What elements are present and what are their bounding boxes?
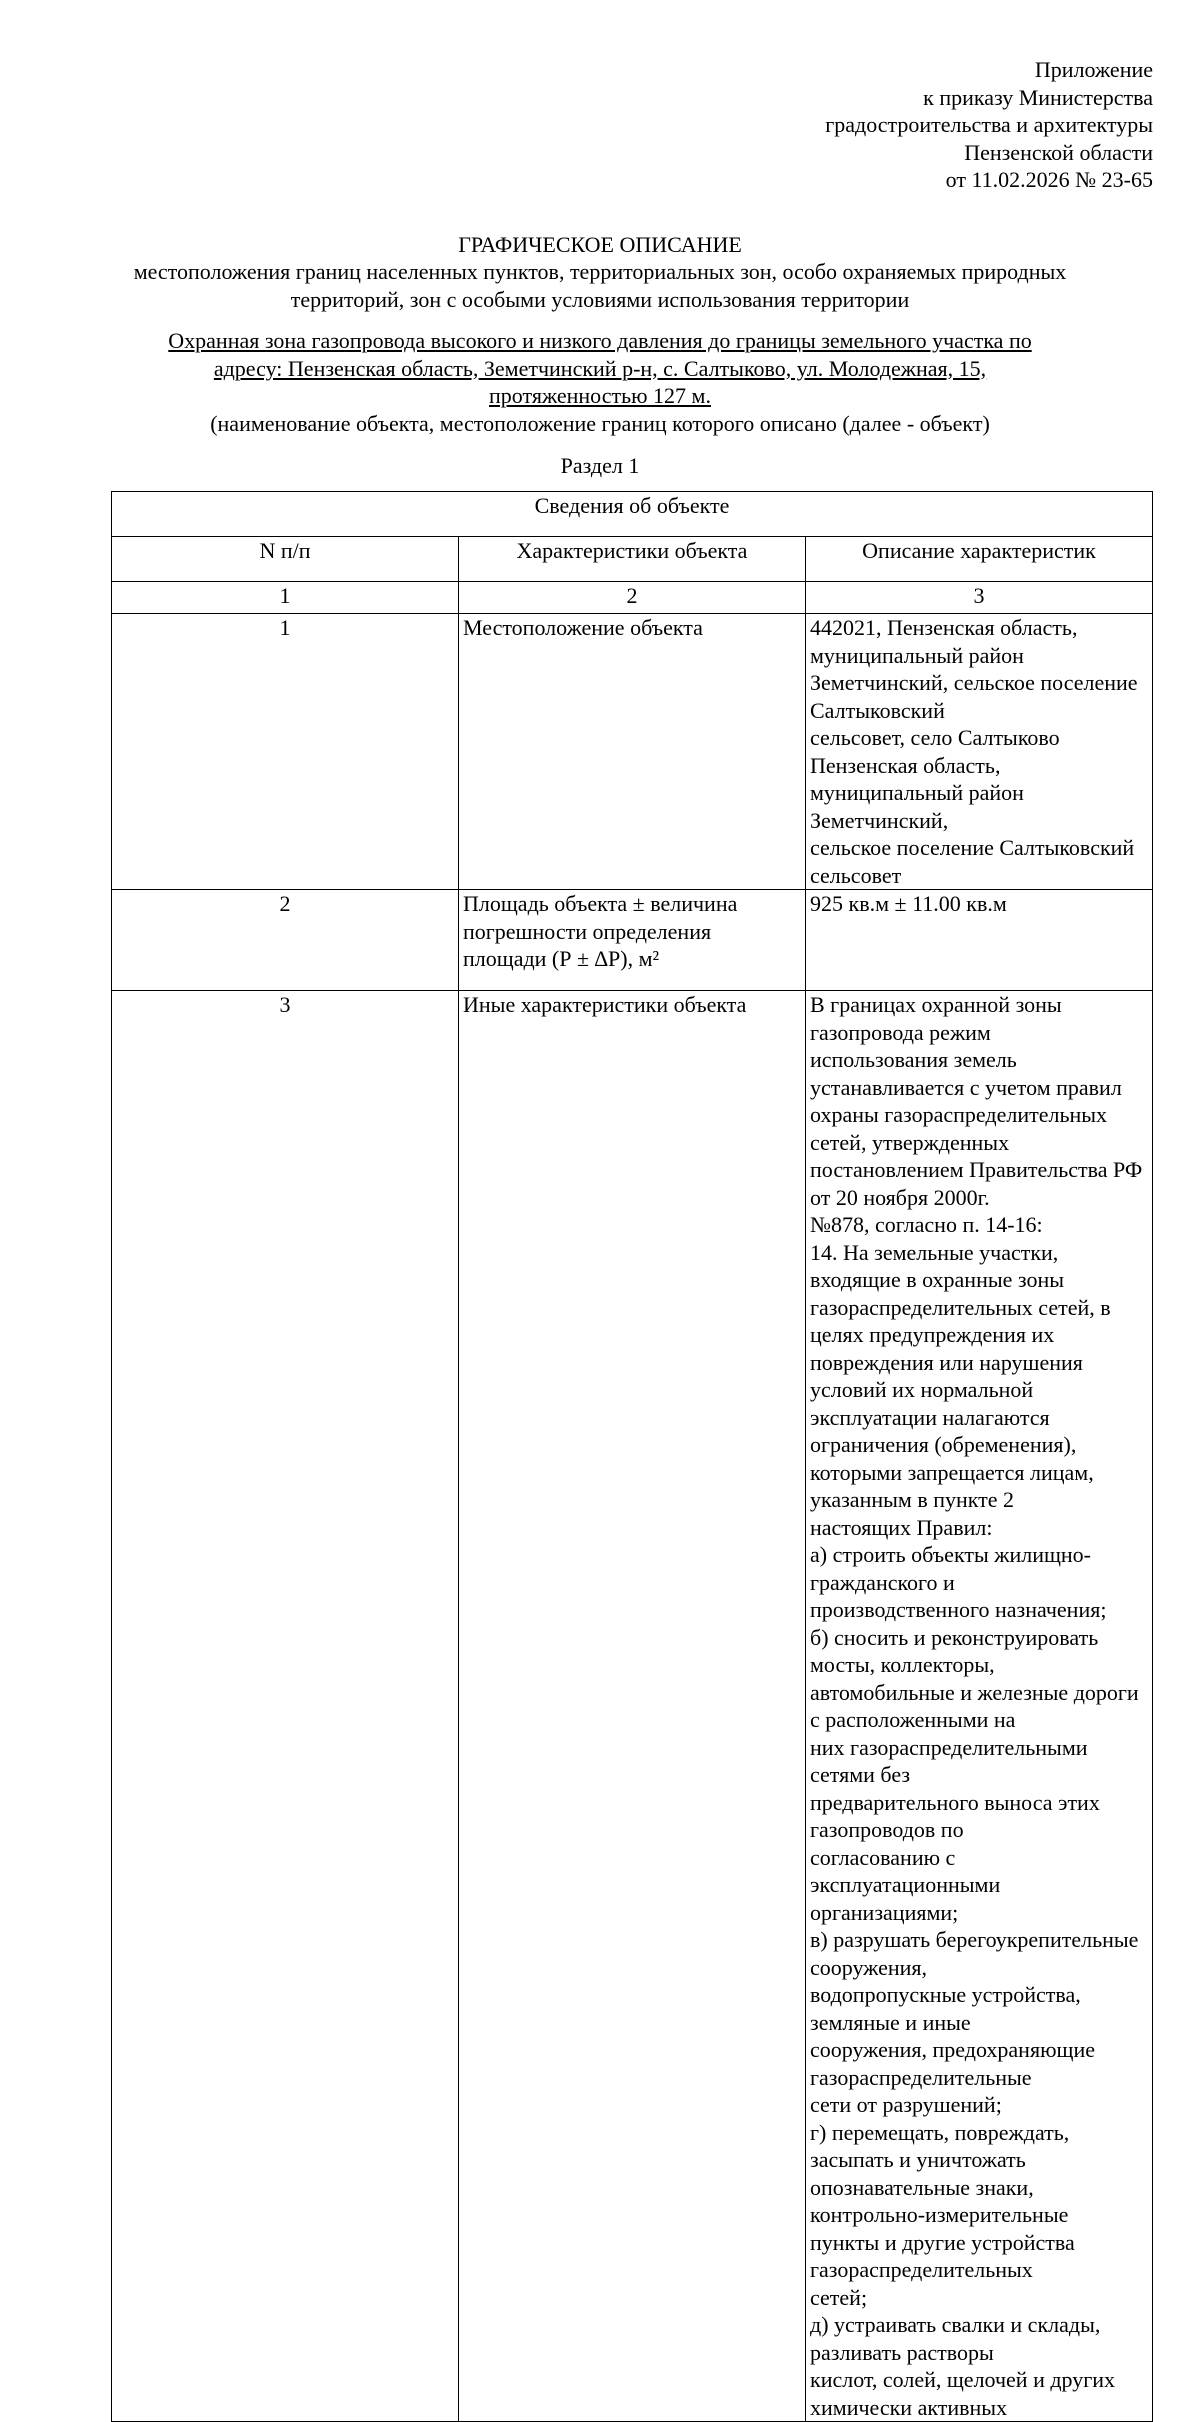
description-line: повреждения или нарушения условий их нормальной <box>810 1349 1083 1402</box>
object-name-line: протяженностью 127 м. <box>489 383 711 408</box>
row-description: 925 кв.м ± 11.00 кв.м <box>806 890 1153 991</box>
description-line: сетей; <box>810 2284 868 2310</box>
document-title: ГРАФИЧЕСКОЕ ОПИСАНИЕ <box>458 232 742 257</box>
description-line: водопропускные устройства, земляные и иные <box>810 1982 1081 2035</box>
description-line: производственного назначения; <box>810 1597 1107 1622</box>
description-line: которыми запрещается лицам, указанным в пункте 2 <box>810 1459 1094 1512</box>
column-number: 1 <box>112 582 459 614</box>
row-characteristic: Иные характеристики объекта <box>459 991 806 2422</box>
object-info-table <box>111 491 1153 2422</box>
description-line: эксплуатации налагаются ограничения (обременения), <box>810 1404 1077 1457</box>
description-line: автомобильные и железные дороги с расположенными на <box>810 1679 1139 1732</box>
column-number-row <box>112 582 1153 614</box>
column-number: 3 <box>806 582 1153 614</box>
header-description: Описание характеристик <box>806 537 1153 582</box>
characteristic-line: площади (Р ± ∆Р), м² <box>463 946 660 971</box>
row-characteristic <box>459 890 806 991</box>
table-row <box>112 614 1153 890</box>
description-line: Земетчинский, сельское поселение Салтыковский <box>810 670 1138 723</box>
row-characteristic: Местоположение объекта <box>459 614 806 890</box>
appendix-line: Приложение <box>1034 57 1153 82</box>
description-line: кислот, солей, щелочей и других химически активных <box>810 2367 1116 2420</box>
appendix-line: градостроительства и архитектуры <box>825 112 1153 137</box>
object-name-line: Охранная зона газопровода высокого и низкого давления до границы земельного участка по <box>168 328 1032 353</box>
row-number: 3 <box>112 991 459 2422</box>
description-line: б) сносить и реконструировать мосты, коллекторы, <box>810 1624 1099 1677</box>
object-name-caption: (наименование объекта, местоположение границ которого описано (далее - объект) <box>210 411 990 436</box>
characteristic-line: погрешности определения <box>463 918 712 944</box>
description-line: г) перемещать, повреждать, засыпать и уничтожать <box>810 2119 1070 2172</box>
appendix-line: к приказу Министерства <box>923 84 1153 110</box>
table-header-row <box>112 537 1153 582</box>
appendix-line: Пензенской области <box>964 139 1153 165</box>
header-characteristic: Характеристики объекта <box>459 537 806 582</box>
table-row <box>112 991 1153 2422</box>
section-label: Раздел 1 <box>560 453 640 478</box>
description-line: В границах охранной зоны газопровода режим <box>810 992 1062 1045</box>
description-line: постановлением Правительства РФ от 20 ноября 2000г. <box>810 1157 1143 1210</box>
description-line: №878, согласно п. 14-16: <box>810 1212 1043 1237</box>
description-line: охраны газораспределительных сетей, утвержденных <box>810 1102 1108 1155</box>
subtitle-line: территорий, зон с особыми условиями использования территории <box>290 286 910 312</box>
description-line: пункты и другие устройства газораспределительных <box>810 2229 1075 2282</box>
table-row <box>112 890 1153 991</box>
subtitle-line: местоположения границ населенных пунктов, территориальных зон, особо охраняемых природных <box>133 259 1067 284</box>
appendix-line: от 11.02.2026 № 23-65 <box>945 167 1153 192</box>
description-line: 14. На земельные участки, входящие в охранные зоны <box>810 1239 1065 1292</box>
object-name-line: адресу: Пензенская область, Земетчинский р-н, с. Салтыково, ул. Молодежная, 15, <box>213 355 987 381</box>
description-line: д) устраивать свалки и склады, разливать растворы <box>810 2312 1101 2365</box>
description-line: газораспределительных сетей, в целях предупреждения их <box>810 1294 1111 1347</box>
row-description <box>806 991 1153 2422</box>
description-line: а) строить объекты жилищно-гражданского и <box>810 1542 1092 1595</box>
description-line: сельсовет, село Салтыково <box>810 725 1060 750</box>
description-line: Пензенская область, муниципальный район Земетчинский, <box>810 752 1024 833</box>
description-line: использования земель устанавливается с учетом правил <box>810 1047 1122 1100</box>
description-line: согласованию с эксплуатационными организациями; <box>810 1844 1001 1925</box>
table-caption: Сведения об объекте <box>112 492 1153 537</box>
description-line: настоящих Правил: <box>810 1514 993 1540</box>
row-number: 2 <box>112 890 459 991</box>
header-num: N п/п <box>112 537 459 582</box>
description-line: сельское поселение Салтыковский сельсовет <box>810 835 1135 888</box>
description-line: 442021, Пензенская область, муниципальный район <box>810 615 1078 668</box>
description-line: опознавательные знаки, контрольно-измерительные <box>810 2174 1069 2227</box>
row-description <box>806 614 1153 890</box>
description-line: них газораспределительными сетями без <box>810 1734 1088 1787</box>
description-line: сети от разрушений; <box>810 2092 1002 2117</box>
document-subtitle <box>100 258 1100 313</box>
characteristic-line: Площадь объекта ± величина <box>463 891 738 916</box>
description-line: сооружения, предохраняющие газораспределительные <box>810 2037 1095 2090</box>
table-caption-row <box>112 492 1153 537</box>
description-line: предварительного выноса этих газопроводов по <box>810 1789 1100 1842</box>
row-number: 1 <box>112 614 459 890</box>
description-line: в) разрушать берегоукрепительные сооружения, <box>810 1927 1139 1980</box>
appendix-block <box>825 56 1153 194</box>
column-number: 2 <box>459 582 806 614</box>
object-name <box>100 327 1100 410</box>
